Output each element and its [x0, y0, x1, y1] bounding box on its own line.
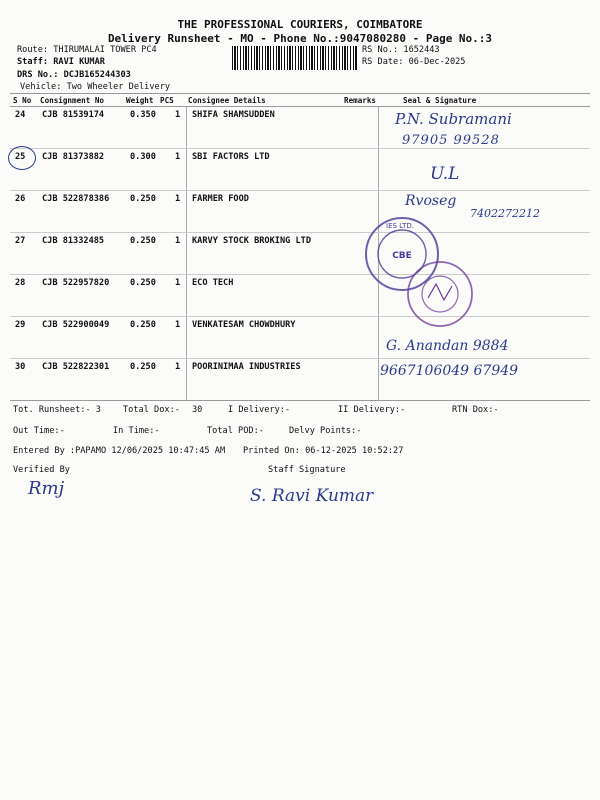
col-divider — [186, 106, 187, 400]
row-sno: 25 — [15, 152, 26, 162]
row-sno: 27 — [15, 236, 26, 246]
entered-by: Entered By :PAPAMO 12/06/2025 10:47:45 AM — [13, 446, 226, 456]
row-pcs: 1 — [175, 320, 181, 330]
row-consignee: VENKATESAM CHOWDHURY — [192, 320, 296, 330]
out-time: Out Time:- — [13, 426, 65, 436]
row-divider — [10, 148, 590, 149]
row-sno: 30 — [15, 362, 26, 372]
handwritten-name-row26: Rvoseg — [405, 193, 457, 209]
i-delivery: I Delivery:- — [228, 405, 291, 415]
row-weight: 0.250 — [130, 362, 156, 372]
stamp-ring-text: IES LTD. — [386, 222, 414, 230]
table-top-rule — [10, 93, 590, 94]
handwritten-sign-row25: U.L — [430, 164, 460, 184]
row-sno: 24 — [15, 110, 26, 120]
row-weight: 0.250 — [130, 194, 156, 204]
route-label: Route: THIRUMALAI TOWER PC4 — [17, 45, 157, 55]
row-sno: 26 — [15, 194, 26, 204]
company-title: THE PROFESSIONAL COURIERS, COIMBATORE — [177, 18, 423, 31]
row-consignment: CJB 522822301 — [42, 362, 110, 372]
handwritten-phone-row24: 97905 99528 — [402, 133, 500, 148]
row-divider — [10, 358, 590, 359]
row-weight: 0.250 — [130, 236, 156, 246]
row-consignee: KARVY STOCK BROKING LTD — [192, 236, 311, 246]
handwritten-name-row24: P.N. Subramani — [395, 110, 512, 128]
row-weight: 0.250 — [130, 320, 156, 330]
col-pcs: PCS — [160, 96, 174, 105]
row-divider — [10, 190, 590, 191]
rs-no: RS No.: 1652443 — [362, 45, 440, 55]
rs-date: RS Date: 06-Dec-2025 — [362, 57, 466, 67]
handwritten-text-row29: G. Anandan 9884 — [386, 338, 509, 354]
staff-label: Staff: RAVI KUMAR — [17, 57, 105, 67]
col-weight: Weight — [126, 96, 154, 105]
row-pcs: 1 — [175, 194, 181, 204]
ii-delivery: II Delivery:- — [338, 405, 406, 415]
vehicle-label: Vehicle: Two Wheeler Delivery — [20, 82, 171, 92]
row-consignee: ECO TECH — [192, 278, 234, 288]
delvy-points: Delvy Points:- — [289, 426, 362, 436]
col-consignee: Consignee Details — [188, 96, 266, 105]
row-pcs: 1 — [175, 278, 181, 288]
row-divider — [10, 232, 590, 233]
row-pcs: 1 — [175, 362, 181, 372]
row-divider — [10, 316, 590, 317]
verified-signature: Rmj — [28, 478, 65, 499]
row-consignment: CJB 81373882 — [42, 152, 105, 162]
row-pcs: 1 — [175, 110, 181, 120]
tot-runsheet: Tot. Runsheet:- 3 — [13, 405, 101, 415]
handwritten-phone-row30: 9667106049 67949 — [380, 363, 519, 379]
col-consignment: Consignment No — [40, 96, 105, 105]
barcode — [232, 46, 358, 70]
row-consignee: FARMER FOOD — [192, 194, 249, 204]
staff-signature: S. Ravi Kumar — [250, 486, 374, 506]
staff-signature-label: Staff Signature — [268, 465, 346, 475]
total-dox-label: Total Dox:- — [123, 405, 180, 415]
in-time: In Time:- — [113, 426, 160, 436]
row-consignee: POORINIMAA INDUSTRIES — [192, 362, 301, 372]
row-consignment: CJB 522900049 — [42, 320, 110, 330]
row-consignee: SBI FACTORS LTD — [192, 152, 270, 162]
total-dox-value: 30 — [192, 405, 203, 415]
row-consignment: CJB 522957820 — [42, 278, 110, 288]
drs-label: DRS No.: DCJB165244303 — [17, 70, 131, 80]
row-divider — [10, 274, 590, 275]
col-sno: S No — [13, 96, 32, 105]
table-bottom-rule — [10, 400, 590, 401]
col-remarks: Remarks — [344, 96, 377, 105]
row-sno: 28 — [15, 278, 26, 288]
row-pcs: 1 — [175, 152, 181, 162]
circle-mark — [8, 146, 36, 170]
row-consignee: SHIFA SHAMSUDDEN — [192, 110, 275, 120]
row-consignment: CJB 522878386 — [42, 194, 110, 204]
total-pod: Total POD:- — [207, 426, 264, 436]
printed-on: Printed On: 06-12-2025 10:52:27 — [243, 446, 404, 456]
runsheet-subtitle: Delivery Runsheet - MO - Phone No.:9047080280 - Page No.:3 — [107, 32, 493, 45]
row-consignment: CJB 81332485 — [42, 236, 105, 246]
handwritten-phone-row26: 7402272212 — [470, 207, 540, 220]
row-sno: 29 — [15, 320, 26, 330]
row-weight: 0.300 — [130, 152, 156, 162]
company-seal-stamp — [362, 214, 482, 334]
row-pcs: 1 — [175, 236, 181, 246]
verified-by-label: Verified By — [13, 465, 70, 475]
row-weight: 0.250 — [130, 278, 156, 288]
rtn-dox: RTN Dox:- — [452, 405, 499, 415]
row-consignment: CJB 81539174 — [42, 110, 105, 120]
table-header-rule — [10, 106, 590, 107]
col-seal-signature: Seal & Signature — [403, 96, 477, 105]
row-weight: 0.350 — [130, 110, 156, 120]
stamp-text: CBE — [392, 251, 412, 261]
